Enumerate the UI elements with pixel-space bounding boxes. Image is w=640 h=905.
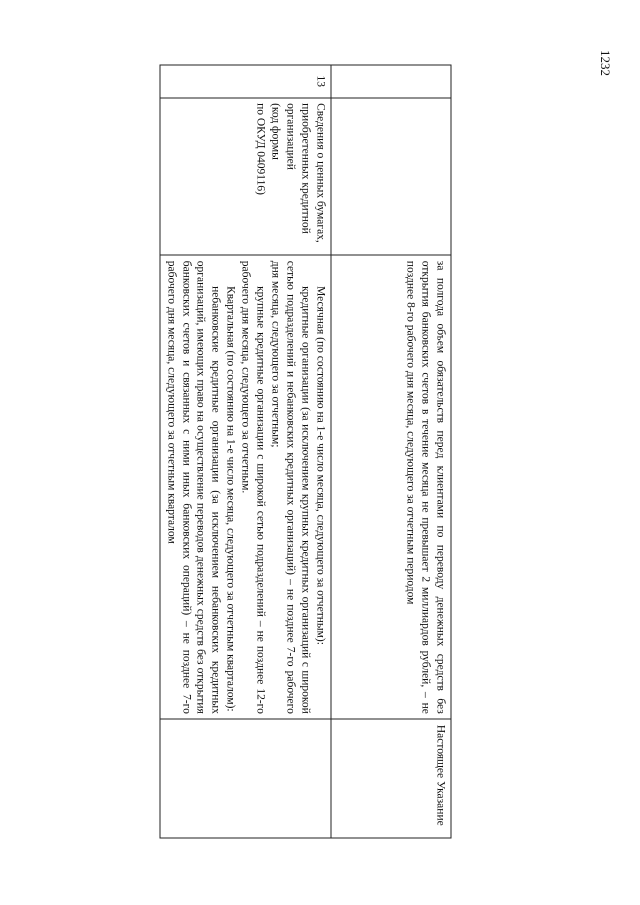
table-row (331, 65, 451, 838)
deadline-paragraph: кредитные организации (за исключением крупных кредитных организаций с широкой сетью подразделений и небанковских кредитных организаций) – не позднее 7-го рабочего дня месяца, следующего за отчетным; (269, 260, 312, 714)
deadline-cell (160, 255, 331, 719)
basis-text: Настоящее Указание (434, 724, 447, 826)
form-name-line: организацией (284, 103, 297, 170)
row-number-cell (160, 65, 331, 98)
deadline-text: за полгода объем обязательств перед клиентами по переводу денежных средств без открытия банковских счетов в течение месяца не превышает 2 миллиардов рублей, – не позднее 8-го рабочего дня месяца, следующего за отчетным периодом (404, 260, 447, 714)
basis-cell (331, 719, 451, 838)
deadline-paragraph: крупные кредитные организации с широкой сетью подразделений – не позднее 12-го рабочего дня месяца, следующего за отчетным. (239, 260, 267, 714)
form-name-line: по ОКУД 0409116) (254, 103, 267, 195)
page-number: 1232 (598, 50, 613, 76)
deadline-paragraph: Квартальная (по состоянию на 1-е число месяца, следующего за отчетным кварталом): (224, 286, 237, 712)
table-row (160, 65, 331, 838)
deadline-cell (331, 255, 451, 719)
form-name-cell (331, 98, 451, 256)
row-number: 13 (314, 75, 327, 88)
form-name-line: (код формы (269, 103, 282, 160)
rotated-table-container (167, 65, 452, 839)
form-name-line: Сведения о ценных бумагах, (314, 103, 327, 243)
deadline-paragraph: небанковские кредитные организации (за исключением небанковских кредитных организаций, имеющих право на осуществление переводов денежных средств без открытия банковских счетов и связанных с ними иных банковских операций) – не позднее 7-го рабочего дня месяца, следующего за отчетным кварталом (165, 260, 222, 714)
row-number-cell (331, 65, 451, 98)
deadline-paragraph: Месячная (по состоянию на 1-е число месяца, следующего за отчетным): (314, 286, 327, 645)
basis-cell (160, 719, 331, 838)
reporting-table (159, 65, 451, 839)
form-name-cell (160, 98, 331, 256)
form-name-line: приобретенных кредитной (299, 103, 312, 234)
